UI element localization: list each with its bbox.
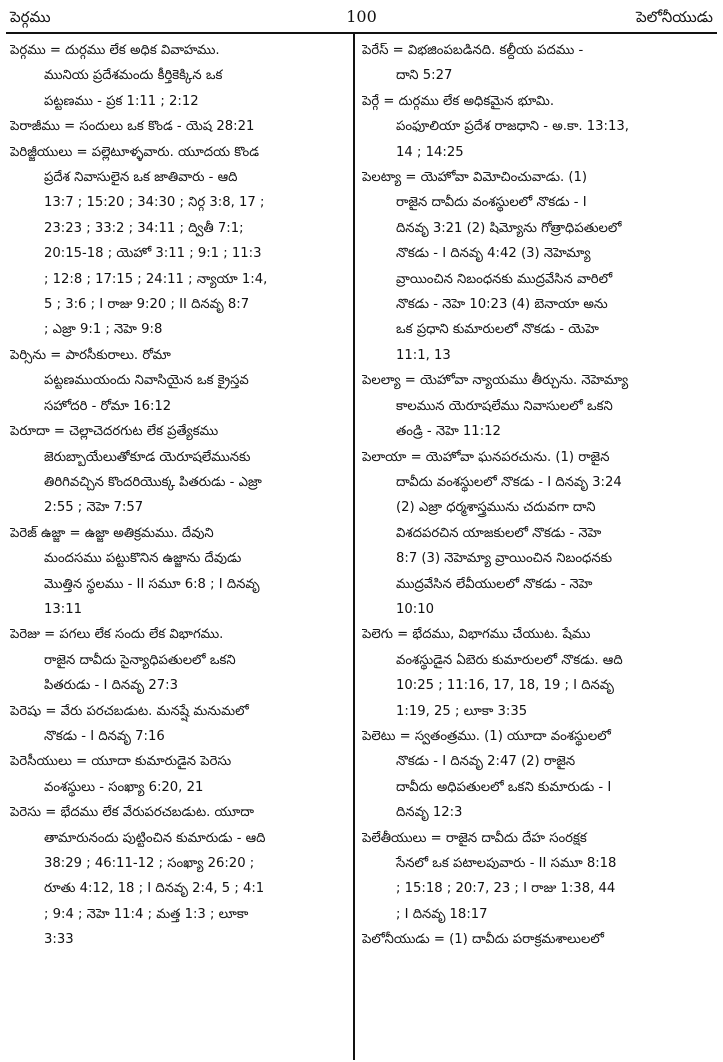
entry-line: జెరుబ్బాయేలుతోకూడ యెరూషలేమునకు: [44, 449, 251, 465]
entry-line: నొకడు - I దినవృ 4:42 (3) నెహెమ్యా: [396, 246, 591, 262]
entry-headline: పెరెజు = పగలు లేక సందు లేక విభాగము.: [10, 627, 224, 643]
entry-line: ప్రదేశ నివాసులైన ఒక జాతివారు - ఆది: [44, 170, 238, 186]
dictionary-entry: [362, 927, 712, 952]
entry-headline: పెరెసీయులు = యూదా కుమారుడైన పెరెసు: [10, 754, 232, 770]
entry-line: రాజైన దావీదు సైన్యాధిపతులలో ఒకని: [44, 652, 236, 668]
entry-line: 13:7 ; 15:20 ; 34:30 ; నిర్గ 3:8, 17 ;: [44, 195, 265, 211]
entry-line: 13:11: [44, 601, 83, 617]
entry-headline: పెలోనీయుడు = (1) దావీదు పరాక్రమశాలులలో: [362, 932, 604, 948]
entry-headline: పెలట్యా = యెహోవా విమోచించువాడు. (1): [362, 170, 588, 186]
header-rule: [6, 32, 717, 34]
entry-line: 11:1, 13: [396, 347, 451, 363]
entry-headline: పెలల్యా = యెహోవా న్యాయము తీర్చును. నెహెమ్యా: [362, 373, 629, 389]
entry-line: నొకడు - I దినవృ 2:47 (2) రాజైన: [396, 754, 576, 770]
entry-line: దావీదు వంశస్థులలో నొకడు - I దినవృ 3:24: [396, 474, 622, 490]
dictionary-entry: [10, 800, 345, 952]
dictionary-entry: [10, 699, 345, 750]
dictionary-entry: [10, 622, 345, 698]
entry-line: 23:23 ; 33:2 ; 34:11 ; ద్వితీ 7:1;: [44, 220, 244, 236]
dictionary-entry: [10, 343, 345, 419]
header-guide-word-left: పెర్గము: [10, 8, 51, 26]
entry-headline: పెరెసు = భేదము లేక వేరుపరచబడుట. యూదా: [10, 805, 255, 821]
entry-headline: పెరెజ్ ఉజ్జా = ఉజ్జా అతిక్రమము. దేవుని: [10, 525, 214, 541]
dictionary-entry: [10, 38, 345, 114]
dictionary-entry: [362, 38, 712, 89]
entry-headline: పెరాజీము = సందులు ఒక కొండ - యెష 28:21: [10, 119, 255, 135]
dictionary-entry: [362, 165, 712, 368]
entry-line: 14 ; 14:25: [396, 144, 464, 160]
entry-line: దినవృ 3:21 (2) షిమ్యోను గోత్రాధిపతులలో: [396, 220, 622, 236]
entry-line: ; 15:18 ; 20:7, 23 ; I రాజు 1:38, 44: [396, 881, 616, 897]
entry-line: మునియ ప్రదేశమందు కీర్తికెక్కిన ఒక: [44, 68, 223, 84]
entry-line: సహోదరి - రోమా 16:12: [44, 398, 172, 414]
entry-line: పంఫూలియా ప్రదేశ రాజధాని - అ.కా. 13:13,: [396, 119, 629, 135]
entry-line: వంశస్థుడైన ఏబెరు కుమారులలో నొకడు. ఆది: [396, 652, 623, 668]
page-header: [8, 4, 715, 30]
entry-headline: పెలెటు = స్వతంత్రము. (1) యూదా వంశస్థులలో: [362, 728, 611, 744]
entry-line: మొత్తిన స్థలము - II సమూ 6:8 ; I దినవృ: [44, 576, 260, 592]
entry-line: రూతు 4:12, 18 ; I దినవృ 2:4, 5 ; 4:1: [44, 881, 265, 897]
entry-headline: పెర్గే = దుర్గము లేక అధికమైన భూమి.: [362, 93, 555, 109]
entry-line: 8:7 (3) నెహెమ్యా వ్రాయించిన నిబంధనకు: [396, 551, 613, 567]
header-guide-word-right: పెలోనీయుడు: [635, 8, 713, 26]
entry-line: 38:29 ; 46:11-12 ; సంఖ్యా 26:20 ;: [44, 856, 255, 871]
entry-line: పితరుడు - I దినవృ 27:3: [44, 678, 178, 694]
entry-line: వంశస్థులు - సంఖ్యా 6:20, 21: [44, 779, 204, 795]
entry-line: ; I దినవృ 18:17: [396, 906, 488, 922]
entry-line: 20:15-18 ; యెహో 3:11 ; 9:1 ; 11:3: [44, 246, 262, 262]
entry-line: ; 12:8 ; 17:15 ; 24:11 ; న్యాయా 1:4,: [44, 271, 268, 287]
dictionary-entry: [362, 622, 712, 724]
page-number: 100: [346, 7, 377, 26]
entry-line: కాలమున యెరూషలేము నివాసులలో ఒకని: [396, 398, 613, 414]
dictionary-entry: [10, 521, 345, 623]
entry-headline: పెరిజ్జీయులు = పల్లెటూళ్ళవారు. యూదయ కొండ: [10, 144, 259, 160]
dictionary-entry: [362, 89, 712, 165]
entry-headline: పెరేస్ = విభజింపబడినది. కల్దీయ పదము -: [362, 43, 584, 58]
dictionary-entry: [362, 724, 712, 826]
column-divider: [353, 34, 355, 1060]
right-column: [362, 38, 712, 1056]
entry-line: నొకడు - I దినవృ 7:16: [44, 728, 165, 744]
entry-headline: పెర్గము = దుర్గము లేక అధిక వివాహము.: [10, 43, 220, 58]
left-column: [10, 38, 345, 1056]
dictionary-entry: [10, 140, 345, 343]
entry-headline: పెరెషు = వేరు పరచబడుట. మనష్షే మనుమలో: [10, 703, 249, 719]
dictionary-entry: [362, 445, 712, 623]
entry-line: నొకడు - నెహె 10:23 (4) బెనాయా అను: [396, 297, 608, 313]
entry-line: తామారునందు పుట్టించిన కుమారుడు - ఆది: [44, 830, 266, 846]
entry-line: ముద్రవేసిన లేవీయులలో నొకడు - నెహె: [396, 576, 593, 592]
entry-line: 2:55 ; నెహె 7:57: [44, 500, 144, 516]
entry-headline: పెలెగు = భేదము, విభాగము చేయుట. షేము: [362, 627, 591, 643]
entry-line: 10:10: [396, 601, 435, 617]
entry-line: ; ఎజ్రా 9:1 ; నెహె 9:8: [44, 322, 163, 338]
entry-line: సేనలో ఒక పటాలపువారు - II సమూ 8:18: [396, 856, 617, 871]
dictionary-entry: [10, 114, 345, 139]
entry-headline: పెలేతీయులు = రాజైన దావీదు దేహ సంరక్షక: [362, 830, 587, 846]
entry-headline: పెరూదా = చెల్లాచెదరగుట లేక ప్రత్యేకము: [10, 424, 219, 440]
entry-line: వ్రాయించిన నిబంధనకు ముద్రవేసిన వారిలో: [396, 271, 613, 287]
dictionary-entry: [362, 826, 712, 928]
entry-line: తిరిగివచ్చిన కొందరియొక్క పితరుడు - ఎజ్రా: [44, 474, 262, 490]
entry-headline: పెలాయా = యెహోవా ఘనపరచును. (1) రాజైన: [362, 449, 610, 465]
entry-line: 10:25 ; 11:16, 17, 18, 19 ; I దినవృ: [396, 678, 614, 694]
entry-line: పట్టణముయందు నివాసియైన ఒక క్రైస్తవ: [44, 373, 249, 389]
dictionary-entry: [362, 368, 712, 444]
dictionary-entry: [10, 749, 345, 800]
entry-line: 5 ; 3:6 ; I రాజు 9:20 ; II దినవృ 8:7: [44, 297, 250, 313]
entry-line: ; 9:4 ; నెహె 11:4 ; మత్త 1:3 ; లూకా: [44, 906, 249, 922]
entry-line: రాజైన దావీదు వంశస్థులలో నొకడు - I: [396, 195, 587, 211]
entry-line: దావీదు అధిపతులలో ఒకని కుమారుడు - I: [396, 779, 612, 795]
entry-line: తండ్రి - నెహె 11:12: [396, 424, 501, 440]
entry-line: మందసము పట్టుకొనిన ఉజ్జాను దేవుడు: [44, 551, 242, 567]
entry-line: 1:19, 25 ; లూకా 3:35: [396, 703, 528, 719]
entry-line: ఒక ప్రధాని కుమారులలో నొకడు - యెహె: [396, 322, 599, 338]
entry-line: దాని 5:27: [396, 68, 453, 84]
entry-headline: పెర్సిను = పారసీకురాలు. రోమా: [10, 347, 171, 363]
entry-line: పట్టణము - ప్రక 1:11 ; 2:12: [44, 93, 199, 109]
entry-line: దినవృ 12:3: [396, 805, 463, 821]
entry-line: విశదపరచిన యాజకులలో నొకడు - నెహె: [396, 525, 602, 541]
entry-line: 3:33: [44, 932, 74, 948]
entry-line: (2) ఎజ్రా ధర్మశాస్త్రమును చదువగా దాని: [396, 500, 596, 516]
dictionary-entry: [10, 419, 345, 521]
